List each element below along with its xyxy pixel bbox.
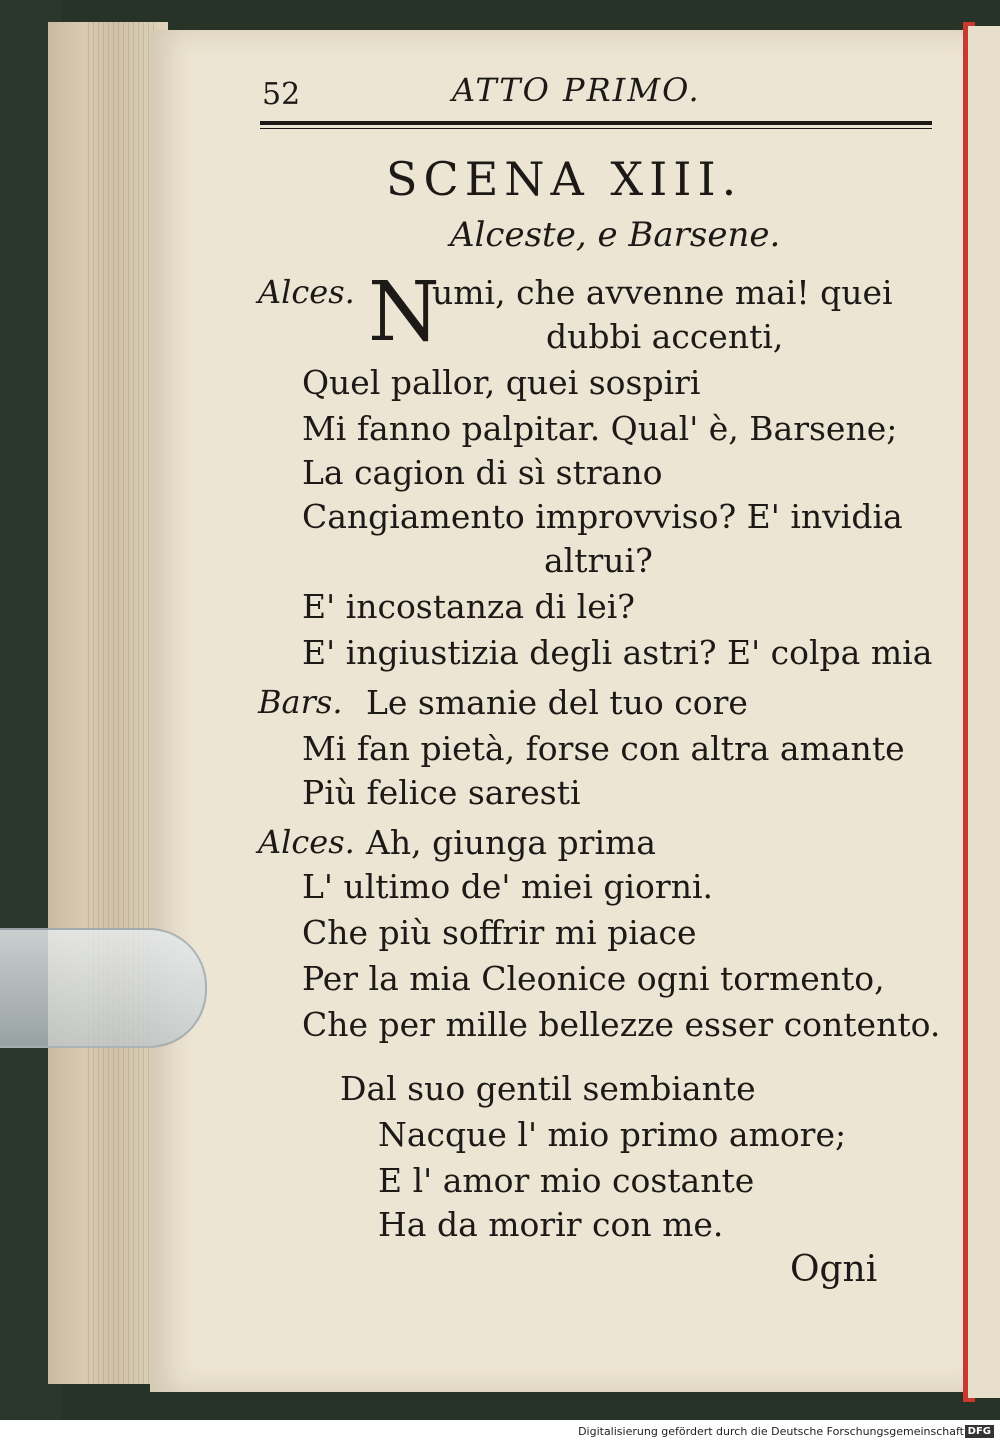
verse-line: Mi fanno palpitar. Qual' è, Barsene; (302, 409, 898, 448)
verse-line: umi, che avvenne mai! quei (432, 273, 893, 312)
aria-line: Dal suo gentil sembiante (340, 1069, 756, 1108)
catchword: Ogni (790, 1249, 878, 1290)
verse-line: Quel pallor, quei sospiri (302, 363, 701, 402)
verse-line: L' ultimo de' miei giorni. (302, 867, 714, 906)
verse-line: Che per mille bellezze esser contento. (302, 1005, 941, 1044)
speaker-label: Alces. (258, 823, 355, 861)
page-holder-clip (0, 928, 207, 1048)
facing-page-edge (968, 26, 1000, 1398)
header-rule-thin (260, 128, 932, 129)
scene-title: SCENA XIII. (386, 152, 743, 206)
verse-line: Per la mia Cleonice ogni tormento, (302, 959, 885, 998)
verse-line: E' ingiustizia degli astri? E' colpa mia (302, 633, 933, 672)
aria-line: E l' amor mio costante (378, 1161, 755, 1200)
verse-line: La cagion di sì strano (302, 453, 663, 492)
verse-line: dubbi accenti, (546, 317, 784, 356)
verse-line: Mi fan pietà, forse con altra amante (302, 729, 905, 768)
drop-cap: N (368, 265, 440, 360)
aria-line: Nacque l' mio primo amore; (378, 1115, 847, 1154)
verse-line: Più felice saresti (302, 773, 581, 812)
scene-characters: Alceste, e Barsene. (450, 215, 781, 255)
running-title: ATTO PRIMO. (452, 71, 701, 109)
dfg-logo: DFG (965, 1425, 994, 1438)
verse-line: altrui? (544, 541, 653, 580)
speaker-label: Alces. (258, 273, 355, 311)
verse-line: Cangiamento improvviso? E' invidia (302, 497, 903, 536)
verse-line: Ah, giunga prima (366, 823, 656, 862)
verse-line: Le smanie del tuo core (366, 683, 748, 722)
page-number: 52 (262, 77, 301, 112)
digitization-credit: Digitalisierung gefördert durch die Deutsche Forschungsgemeinschaft (578, 1425, 964, 1438)
header-rule (260, 121, 932, 125)
speaker-label: Bars. (258, 683, 343, 721)
verse-line: E' incostanza di lei? (302, 587, 635, 626)
aria-line: Ha da morir con me. (378, 1205, 724, 1244)
verse-line: Che più soffrir mi piace (302, 913, 697, 952)
